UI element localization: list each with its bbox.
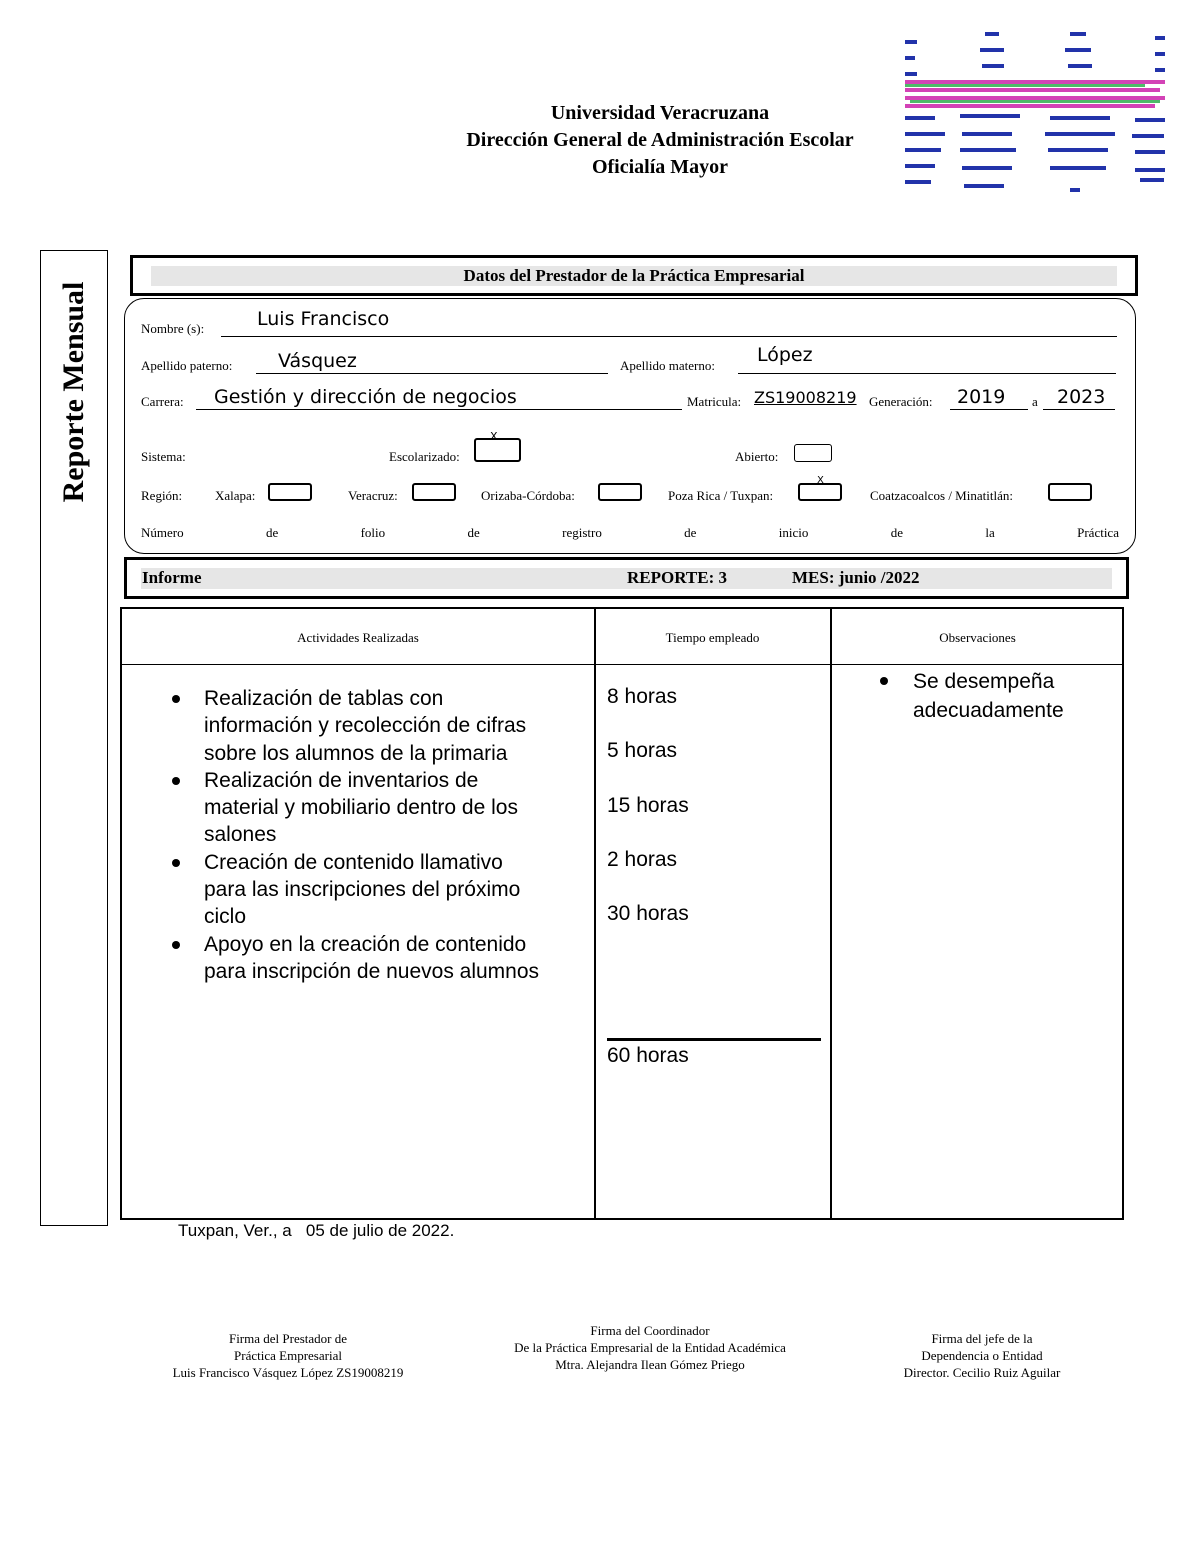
abierto-label: Abierto:: [735, 449, 779, 464]
folio-word: inicio: [778, 525, 809, 540]
header-observaciones: Observaciones: [939, 630, 1016, 645]
orizaba-checkbox[interactable]: [598, 483, 642, 501]
folio-word: Práctica: [1077, 525, 1119, 540]
region-label: Región:: [141, 488, 183, 503]
bullet-icon: [172, 859, 180, 867]
nombre-underline: [221, 336, 1117, 337]
ap-materno-underline: [738, 373, 1116, 374]
matricula-value: ZS19008219: [754, 388, 857, 407]
activities-table: [120, 607, 1124, 1220]
carrera-underline: [196, 409, 682, 410]
bullet-icon: [172, 777, 180, 785]
side-title: Reporte Mensual: [57, 281, 90, 503]
veracruz-label: Veracruz:: [348, 488, 398, 503]
signature-prestador: Firma del Prestador de Práctica Empresarial Luis Francisco Vásquez López ZS19008219: [172, 1331, 404, 1380]
generacion-separator: a: [1032, 394, 1038, 409]
folio-word: de: [684, 525, 697, 540]
folio-word: registro: [562, 525, 602, 540]
carrera-value: Gestión y dirección de negocios: [214, 386, 517, 408]
time-total: 60 horas: [607, 1044, 689, 1067]
generacion-label: Generación:: [869, 394, 933, 409]
informe-box: [124, 557, 1129, 599]
folio-word: Número: [141, 525, 184, 540]
total-divider: [607, 1038, 821, 1041]
reporte-number: REPORTE: 3: [627, 568, 727, 587]
observations: Se desempeña adecuadamente: [913, 667, 1064, 725]
generacion-from-underline: [950, 409, 1028, 410]
bullet-icon: [880, 677, 888, 685]
pozarica-label: Poza Rica / Tuxpan:: [668, 488, 774, 503]
document-header: [380, 100, 940, 181]
coatza-label: Coatzacoalcos / Minatitlán:: [870, 488, 1013, 503]
coatza-checkbox[interactable]: [1048, 483, 1092, 501]
nombre-value: Luis Francisco: [257, 308, 390, 330]
place-date: Tuxpan, Ver., a 05 de julio de 2022.: [178, 1221, 455, 1240]
time-entry: 8 horas: [607, 685, 678, 708]
list-item: Creación de contenido llamativo para las inscripciones del próximo ciclo: [204, 849, 539, 931]
time-entry: 15 horas: [607, 793, 689, 817]
signature-jefe: Firma del jefe de la Dependencia o Entidad Director. Cecilio Ruiz Aguilar: [903, 1331, 1061, 1380]
folio-word: de: [890, 525, 904, 540]
datos-title-box: [130, 255, 1138, 296]
ap-paterno-value: Vásquez: [278, 350, 357, 372]
veracruz-checkbox[interactable]: [412, 483, 456, 501]
informe-label: Informe: [142, 568, 202, 587]
signature-coordinador: Firma del Coordinador De la Práctica Empresarial de la Entidad Académica Mtra. Alejandra Ilean Gómez Priego: [514, 1323, 786, 1372]
activities-list: [204, 685, 539, 985]
university-name: Universidad Veracruzana: [550, 102, 770, 124]
xalapa-label: Xalapa:: [215, 488, 256, 503]
time-entry: 30 horas: [607, 902, 689, 926]
ap-materno-value: López: [757, 344, 813, 366]
escolarizado-label: Escolarizado:: [389, 449, 460, 464]
bullet-icon: [172, 941, 180, 949]
list-item: Apoyo en la creación de contenido para inscripción de nuevos alumnos: [204, 931, 539, 986]
matricula-label: Matricula:: [687, 394, 742, 409]
folio-word: la: [985, 525, 995, 540]
orizaba-label: Orizaba-Córdoba:: [481, 488, 575, 503]
folio-word: de: [467, 525, 480, 540]
time-entry: 5 horas: [607, 739, 678, 763]
list-item: Realización de tablas con información y recolección de cifras sobre los alumnos de la primaria: [204, 685, 539, 767]
generacion-to-underline: [1043, 409, 1115, 410]
xalapa-checkbox[interactable]: [268, 483, 312, 501]
office-name: Oficialía Mayor: [591, 156, 729, 178]
ap-paterno-underline: [256, 373, 608, 374]
list-item: Realización de inventarios de material y mobiliario dentro de los salones: [204, 767, 539, 849]
header-tiempo: Tiempo empleado: [665, 630, 760, 645]
nombre-label: Nombre (s):: [141, 321, 205, 336]
folio-word: folio: [360, 525, 386, 540]
department-name: Dirección General de Administración Escolar: [466, 129, 854, 151]
bullet-icon: [172, 695, 180, 703]
generacion-to: 2023: [1057, 386, 1106, 408]
ap-materno-label: Apellido materno:: [620, 358, 715, 373]
datos-title: Datos del Prestador de la Práctica Empresarial: [151, 266, 1117, 286]
times-column: [607, 685, 689, 956]
generacion-from: 2019: [957, 386, 1006, 408]
pozarica-mark: X: [817, 475, 824, 486]
time-entry: 2 horas: [607, 847, 678, 871]
folio-word: de: [265, 525, 279, 540]
abierto-checkbox[interactable]: [794, 444, 832, 462]
reporte-month: MES: junio /2022: [792, 568, 920, 587]
carrera-label: Carrera:: [141, 394, 184, 409]
sistema-label: Sistema:: [141, 449, 186, 464]
university-logo: [900, 20, 1170, 195]
ap-paterno-label: Apellido paterno:: [141, 358, 233, 373]
escolarizado-mark: X: [490, 430, 498, 443]
header-actividades: Actividades Realizadas: [297, 630, 419, 645]
folio-row: [141, 525, 1119, 541]
